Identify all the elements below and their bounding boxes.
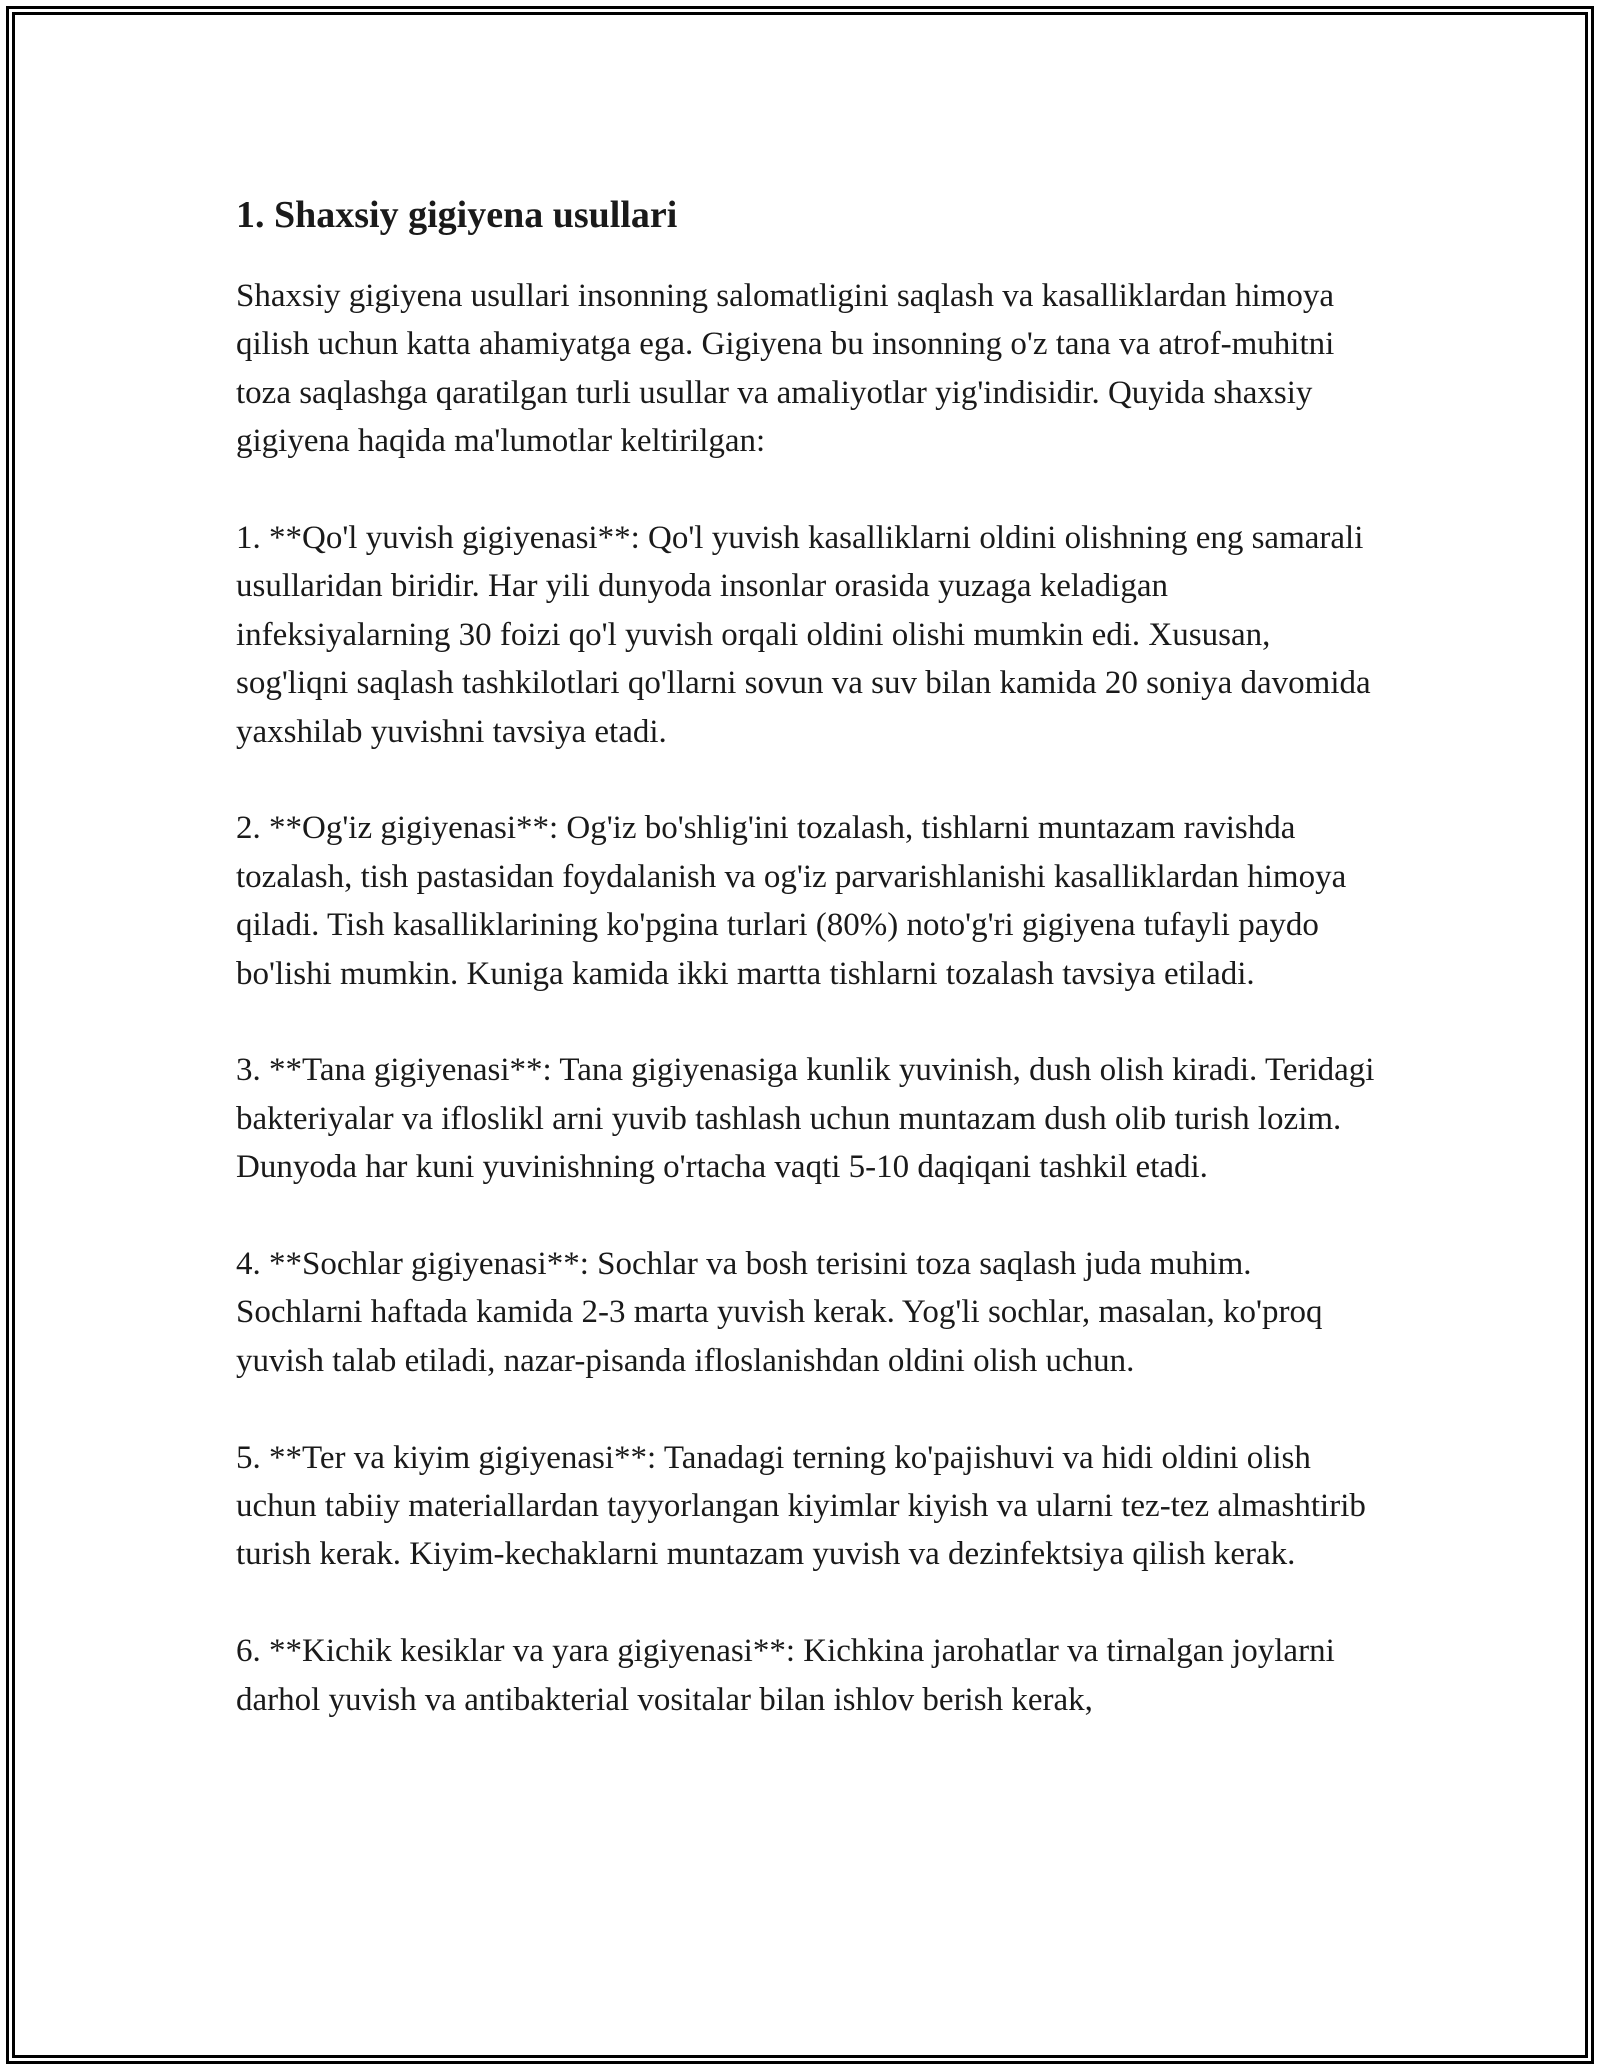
clothing-hygiene-paragraph: 5. **Ter va kiyim gigiyenasi**: Tanadagi terning ko'pajishuvi va hidi oldini olish uchun tabiiy materiallardan tayyorlangan kiyimlar kiyish va ularni tez-tez almashtirib turish kerak. Kiyim-kechaklarni muntazam yuvish va dezinfektsiya qilish kerak. bbox=[236, 1439, 1366, 1573]
body-hygiene-paragraph: 3. **Tana gigiyenasi**: Tana gigiyenasiga kunlik yuvinish, dush olish kiradi. Teridagi bakteriyalar va ifloslikl arni yuvib tashlash uchun muntazam dush olib turish lozim. Dunyoda har kuni yuvinishning o'rtacha vaqti 5-10 daqiqani tashkil etadi. bbox=[236, 1052, 1375, 1186]
hand-hygiene-paragraph: 1. **Qo'l yuvish gigiyenasi**: Qo'l yuvish kasalliklarni oldini olishning eng samarali usullaridan biridir. Har yili dunyoda insonlar orasida yuzaga keladigan infeksiyalarning 30 foizi qo'l yuvish orqali oldini olishi mumkin edi. Xususan, sog'liqni saqlash tashkilotlari qo'llarni sovun va suv bilan kamida 20 soniya davomida yaxshilab yuvishni tavsiya etadi. bbox=[236, 520, 1371, 750]
wound-hygiene-paragraph: 6. **Kichik kesiklar va yara gigiyenasi**: Kichkina jarohatlar va tirnalgan joylarni darhol yuvish va antibakterial vositalar bilan ishlov berish kerak, bbox=[236, 1633, 1335, 1718]
intro-paragraph: Shaxsiy gigiyena usullari insonning salomatligini saqlash va kasalliklardan himoya qilish uchun katta ahamiyatga ega. Gigiyena bu insonning o'z tana va atrof-muhitni toza saqlashga qaratilgan turli usullar va amaliyotlar yig'indisidir. Quyida shaxsiy gigiyena haqida ma'lumotlar keltirilgan: bbox=[236, 278, 1335, 460]
section-heading: 1. Shaxsiy gigiyena usullari bbox=[236, 194, 678, 236]
oral-hygiene-paragraph: 2. **Og'iz gigiyenasi**: Og'iz bo'shlig'ini tozalash, tishlarni muntazam ravishda tozalash, tish pastasidan foydalanish va og'iz parvarishlanishi kasalliklardan himoya qiladi. Tish kasalliklarining ko'pgina turlari (80%) noto'g'ri gigiyena tufayli paydo bo'lishi mumkin. Kuniga kamida ikki martta tishlarni tozalash tavsiya etiladi. bbox=[236, 810, 1347, 992]
document-page bbox=[236, 188, 1376, 1772]
hair-hygiene-paragraph: 4. **Sochlar gigiyenasi**: Sochlar va bosh terisini toza saqlash juda muhim. Sochlarni haftada kamida 2-3 marta yuvish kerak. Yog'li sochlar, masalan, ko'proq yuvish talab etiladi, nazar-pisanda ifloslanishdan oldini olish uchun. bbox=[236, 1246, 1323, 1379]
